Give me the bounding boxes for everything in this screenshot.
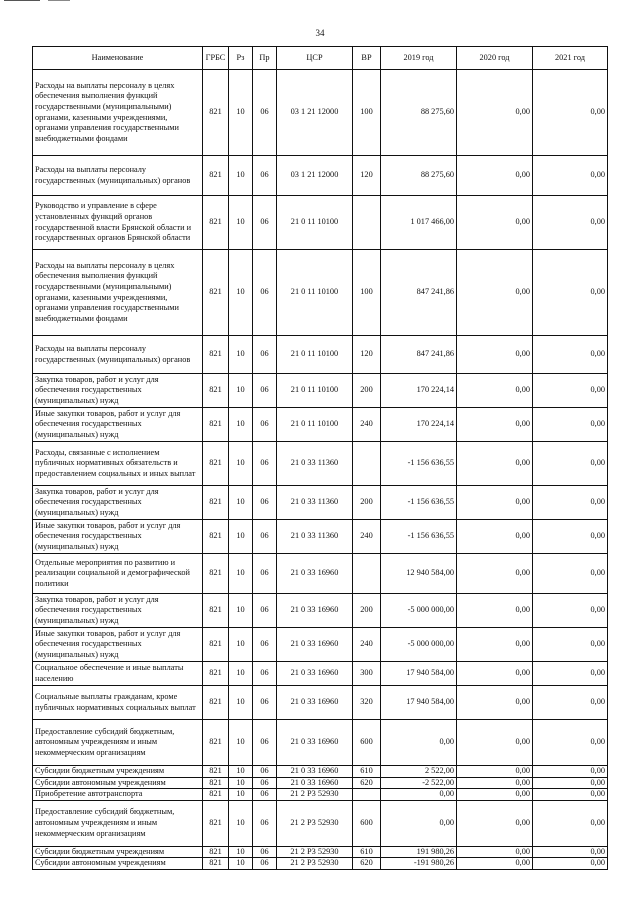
row-pr: 06 [253,442,277,486]
row-name: Закупка товаров, работ и услуг для обеспечения государственных (муниципальных) нужд [33,374,203,408]
row-name: Субсидии бюджетным учреждениям [33,846,203,858]
row-vr [353,789,381,801]
row-pr: 06 [253,777,277,789]
row-grbs: 821 [203,766,229,778]
row-value-2020: 0,00 [457,628,533,662]
row-rz: 10 [229,520,253,554]
row-value-2021: 0,00 [533,250,608,336]
row-value-2020: 0,00 [457,846,533,858]
row-value-2019: 191 980,26 [381,846,457,858]
table-row [33,374,608,408]
row-grbs: 821 [203,156,229,196]
budget-table [32,46,608,870]
table-row [33,777,608,789]
row-value-2021: 0,00 [533,720,608,766]
row-name: Расходы на выплаты персоналу в целях обеспечения выполнения функций государственными (муниципальными) органами, казенными учреждениями, органами управления государственными внебюджетными фондами [33,70,203,156]
row-value-2019: -1 156 636,55 [381,486,457,520]
row-value-2021: 0,00 [533,858,608,870]
row-value-2020: 0,00 [457,336,533,374]
row-value-2019: 1 017 466,00 [381,196,457,250]
row-pr: 06 [253,720,277,766]
row-value-2021: 0,00 [533,800,608,846]
row-csr: 21 0 33 16960 [277,554,353,594]
row-value-2019: 0,00 [381,789,457,801]
table-row [33,336,608,374]
row-value-2019: -2 522,00 [381,777,457,789]
table-row [33,686,608,720]
row-csr: 21 0 33 16960 [277,777,353,789]
row-grbs: 821 [203,442,229,486]
header-csr: ЦСР [277,47,353,70]
row-pr: 06 [253,196,277,250]
row-value-2020: 0,00 [457,800,533,846]
table-row [33,662,608,686]
row-grbs: 821 [203,720,229,766]
row-grbs: 821 [203,408,229,442]
row-pr: 06 [253,156,277,196]
row-value-2020: 0,00 [457,858,533,870]
row-value-2021: 0,00 [533,686,608,720]
table-row [33,800,608,846]
row-pr: 06 [253,336,277,374]
row-rz: 10 [229,628,253,662]
row-vr: 620 [353,777,381,789]
scan-mark [48,0,70,4]
row-rz: 10 [229,374,253,408]
row-vr: 600 [353,800,381,846]
row-rz: 10 [229,554,253,594]
row-value-2021: 0,00 [533,789,608,801]
row-vr: 610 [353,766,381,778]
row-name: Иные закупки товаров, работ и услуг для обеспечения государственных (муниципальных) нужд [33,408,203,442]
row-pr: 06 [253,374,277,408]
row-rz: 10 [229,70,253,156]
row-name: Субсидии автономным учреждениям [33,858,203,870]
row-vr [353,442,381,486]
row-vr: 240 [353,408,381,442]
row-value-2020: 0,00 [457,250,533,336]
row-value-2019: -191 980,26 [381,858,457,870]
row-value-2021: 0,00 [533,554,608,594]
header-vr: ВР [353,47,381,70]
row-grbs: 821 [203,336,229,374]
row-value-2021: 0,00 [533,662,608,686]
row-csr: 03 1 21 12000 [277,70,353,156]
row-value-2021: 0,00 [533,70,608,156]
row-pr: 06 [253,594,277,628]
row-value-2020: 0,00 [457,720,533,766]
row-value-2020: 0,00 [457,777,533,789]
row-csr: 21 0 33 16960 [277,628,353,662]
row-rz: 10 [229,196,253,250]
row-value-2021: 0,00 [533,628,608,662]
row-value-2020: 0,00 [457,156,533,196]
row-csr: 21 0 11 10100 [277,408,353,442]
table-row [33,554,608,594]
table-row [33,196,608,250]
row-value-2020: 0,00 [457,662,533,686]
row-pr: 06 [253,250,277,336]
row-rz: 10 [229,250,253,336]
row-name: Расходы на выплаты персоналу в целях обеспечения выполнения функций государственными (муниципальными) органами, казенными учреждениями, органами управления государственными внебюджетными фондами [33,250,203,336]
row-vr: 120 [353,336,381,374]
row-pr: 06 [253,554,277,594]
row-value-2020: 0,00 [457,686,533,720]
row-grbs: 821 [203,686,229,720]
row-name: Приобретение автотранспорта [33,789,203,801]
row-value-2021: 0,00 [533,766,608,778]
row-rz: 10 [229,486,253,520]
row-value-2021: 0,00 [533,196,608,250]
table-row [33,789,608,801]
row-csr: 21 0 11 10100 [277,196,353,250]
row-value-2019: -5 000 000,00 [381,628,457,662]
row-pr: 06 [253,408,277,442]
row-value-2021: 0,00 [533,594,608,628]
row-vr: 100 [353,70,381,156]
row-rz: 10 [229,800,253,846]
row-pr: 06 [253,766,277,778]
row-csr: 21 2 P3 52930 [277,858,353,870]
table-row [33,486,608,520]
row-csr: 21 2 P3 52930 [277,789,353,801]
row-grbs: 821 [203,858,229,870]
row-name: Предоставление субсидий бюджетным, автономным учреждениям и иным некоммерческим организациям [33,800,203,846]
row-grbs: 821 [203,846,229,858]
row-value-2019: 88 275,60 [381,70,457,156]
table-row [33,846,608,858]
row-vr: 200 [353,594,381,628]
table-row [33,628,608,662]
row-grbs: 821 [203,374,229,408]
row-name: Субсидии автономным учреждениям [33,777,203,789]
row-rz: 10 [229,789,253,801]
row-name: Социальные выплаты гражданам, кроме публичных нормативных социальных выплат [33,686,203,720]
row-vr: 620 [353,858,381,870]
table-row [33,250,608,336]
row-csr: 03 1 21 12000 [277,156,353,196]
row-vr: 240 [353,520,381,554]
row-name: Руководство и управление в сфере установленных функций органов государственной власти Брянской области и государственных органов Брянской области [33,196,203,250]
row-rz: 10 [229,662,253,686]
row-grbs: 821 [203,800,229,846]
header-2020: 2020 год [457,47,533,70]
row-rz: 10 [229,720,253,766]
row-csr: 21 0 33 16960 [277,686,353,720]
row-value-2021: 0,00 [533,156,608,196]
table-row [33,156,608,196]
row-grbs: 821 [203,196,229,250]
row-vr: 320 [353,686,381,720]
row-pr: 06 [253,662,277,686]
row-pr: 06 [253,520,277,554]
row-name: Социальное обеспечение и иные выплаты населению [33,662,203,686]
row-vr: 120 [353,156,381,196]
row-vr [353,554,381,594]
row-value-2021: 0,00 [533,777,608,789]
row-vr: 240 [353,628,381,662]
row-value-2020: 0,00 [457,408,533,442]
row-rz: 10 [229,442,253,486]
row-csr: 21 0 33 11360 [277,520,353,554]
scan-mark [4,0,40,4]
row-rz: 10 [229,846,253,858]
row-name: Закупка товаров, работ и услуг для обеспечения государственных (муниципальных) нужд [33,594,203,628]
row-rz: 10 [229,766,253,778]
row-vr: 610 [353,846,381,858]
row-value-2020: 0,00 [457,520,533,554]
row-csr: 21 2 P3 52930 [277,800,353,846]
row-rz: 10 [229,156,253,196]
row-value-2021: 0,00 [533,336,608,374]
row-pr: 06 [253,858,277,870]
row-value-2020: 0,00 [457,374,533,408]
header-pr: Пр [253,47,277,70]
row-name: Расходы на выплаты персоналу государственных (муниципальных) органов [33,156,203,196]
row-value-2019: 170 224,14 [381,374,457,408]
row-value-2020: 0,00 [457,196,533,250]
row-value-2021: 0,00 [533,408,608,442]
row-csr: 21 0 11 10100 [277,250,353,336]
row-rz: 10 [229,686,253,720]
row-rz: 10 [229,336,253,374]
row-value-2019: 0,00 [381,800,457,846]
table-row [33,766,608,778]
row-csr: 21 0 33 16960 [277,662,353,686]
row-vr [353,196,381,250]
table-row [33,858,608,870]
row-value-2019: 847 241,86 [381,250,457,336]
row-pr: 06 [253,486,277,520]
row-value-2019: -5 000 000,00 [381,594,457,628]
row-value-2020: 0,00 [457,486,533,520]
header-rz: Рз [229,47,253,70]
row-value-2021: 0,00 [533,374,608,408]
row-pr: 06 [253,846,277,858]
row-csr: 21 0 11 10100 [277,374,353,408]
row-name: Субсидии бюджетным учреждениям [33,766,203,778]
row-vr: 200 [353,374,381,408]
row-value-2019: 0,00 [381,720,457,766]
page-number: 34 [315,28,325,38]
row-grbs: 821 [203,594,229,628]
row-value-2019: 17 940 584,00 [381,662,457,686]
row-value-2019: 12 940 584,00 [381,554,457,594]
row-value-2020: 0,00 [457,766,533,778]
row-grbs: 821 [203,789,229,801]
row-value-2020: 0,00 [457,594,533,628]
row-grbs: 821 [203,486,229,520]
row-name: Расходы на выплаты персоналу государственных (муниципальных) органов [33,336,203,374]
row-grbs: 821 [203,662,229,686]
row-name: Иные закупки товаров, работ и услуг для обеспечения государственных (муниципальных) нужд [33,628,203,662]
row-pr: 06 [253,686,277,720]
table-row [33,520,608,554]
row-value-2021: 0,00 [533,520,608,554]
row-csr: 21 0 33 16960 [277,720,353,766]
row-value-2021: 0,00 [533,846,608,858]
header-name: Наименование [33,47,203,70]
row-name: Предоставление субсидий бюджетным, автономным учреждениям и иным некоммерческим организациям [33,720,203,766]
row-value-2020: 0,00 [457,70,533,156]
row-rz: 10 [229,408,253,442]
row-value-2019: 88 275,60 [381,156,457,196]
row-vr: 600 [353,720,381,766]
row-pr: 06 [253,628,277,662]
row-value-2020: 0,00 [457,442,533,486]
table-row [33,720,608,766]
row-csr: 21 0 33 11360 [277,442,353,486]
row-vr: 200 [353,486,381,520]
row-vr: 300 [353,662,381,686]
row-name: Расходы, связанные с исполнением публичных нормативных обязательств и предоставлением социальных и иных выплат [33,442,203,486]
row-value-2019: -1 156 636,55 [381,442,457,486]
row-pr: 06 [253,800,277,846]
row-name: Иные закупки товаров, работ и услуг для обеспечения государственных (муниципальных) нужд [33,520,203,554]
row-csr: 21 0 11 10100 [277,336,353,374]
row-csr: 21 2 P3 52930 [277,846,353,858]
header-2019: 2019 год [381,47,457,70]
row-grbs: 821 [203,628,229,662]
row-pr: 06 [253,70,277,156]
row-vr: 100 [353,250,381,336]
row-grbs: 821 [203,520,229,554]
row-value-2019: -1 156 636,55 [381,520,457,554]
header-grbs: ГРБС [203,47,229,70]
row-rz: 10 [229,777,253,789]
row-rz: 10 [229,594,253,628]
row-value-2021: 0,00 [533,486,608,520]
row-csr: 21 0 33 11360 [277,486,353,520]
row-grbs: 821 [203,250,229,336]
row-name: Закупка товаров, работ и услуг для обеспечения государственных (муниципальных) нужд [33,486,203,520]
table-row [33,594,608,628]
row-value-2020: 0,00 [457,554,533,594]
row-csr: 21 0 33 16960 [277,594,353,628]
row-rz: 10 [229,858,253,870]
row-grbs: 821 [203,554,229,594]
row-value-2019: 170 224,14 [381,408,457,442]
row-value-2019: 2 522,00 [381,766,457,778]
row-csr: 21 0 33 16960 [277,766,353,778]
row-grbs: 821 [203,70,229,156]
row-value-2020: 0,00 [457,789,533,801]
row-grbs: 821 [203,777,229,789]
row-value-2019: 847 241,86 [381,336,457,374]
table-body [33,70,608,870]
table-row [33,442,608,486]
row-value-2021: 0,00 [533,442,608,486]
row-name: Отдельные мероприятия по развитию и реализации социальной и демографической политики [33,554,203,594]
table-row [33,408,608,442]
table-row [33,70,608,156]
header-2021: 2021 год [533,47,608,70]
row-value-2019: 17 940 584,00 [381,686,457,720]
row-pr: 06 [253,789,277,801]
table-header-row [33,47,608,70]
